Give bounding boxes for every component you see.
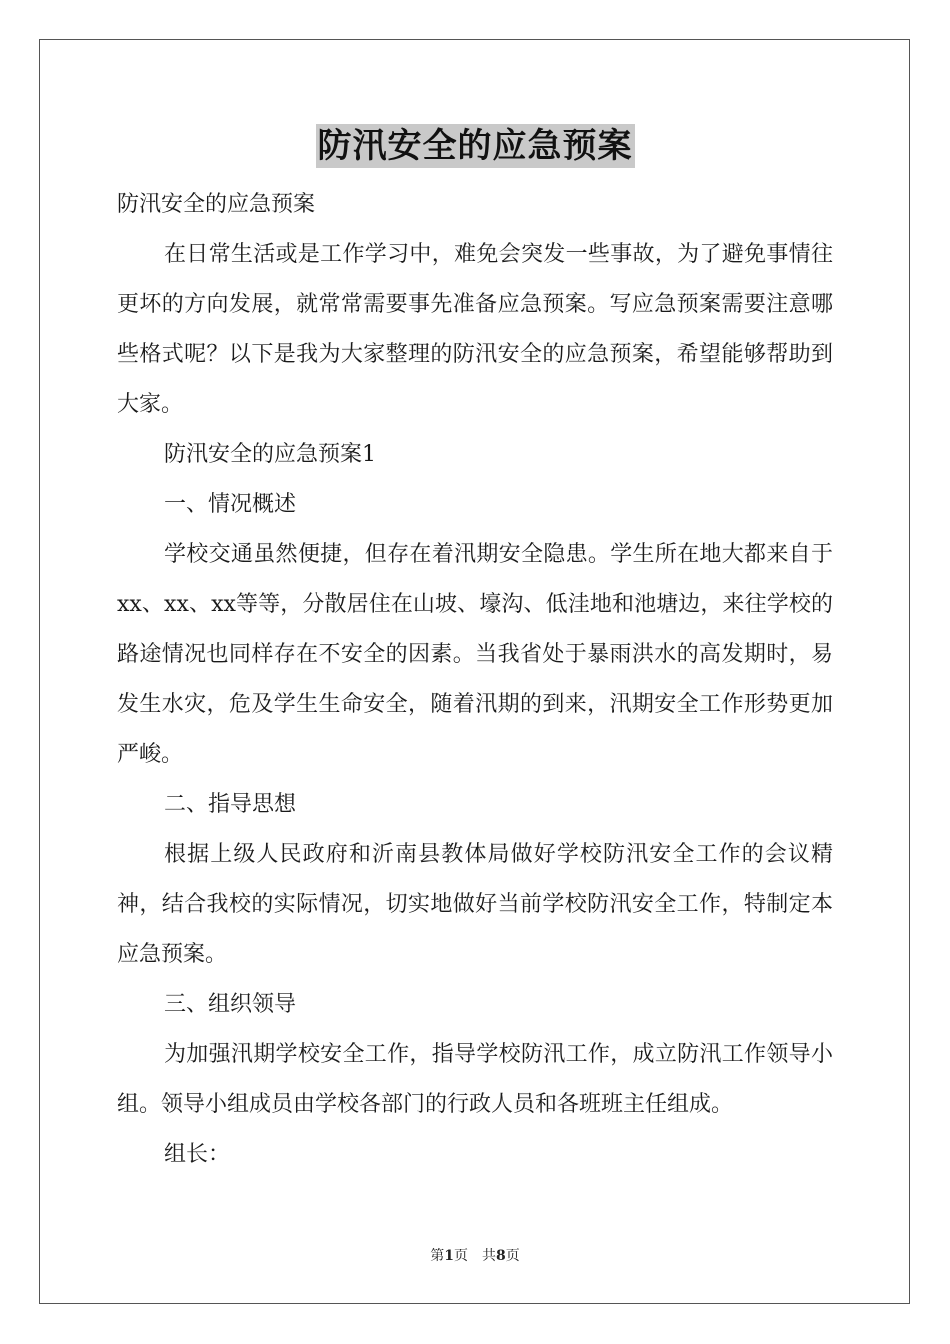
section-heading-plan-1: 防汛安全的应急预案1 xyxy=(164,442,376,467)
page-footer xyxy=(0,1246,950,1266)
document-body xyxy=(117,180,833,1180)
paragraph-group-leader: 组长： xyxy=(164,1142,231,1167)
footer-page-suffix: 页 xyxy=(454,1248,468,1264)
footer-total-pages: 8 xyxy=(496,1248,506,1264)
heading-overview: 一、情况概述 xyxy=(164,492,297,517)
title-container xyxy=(0,124,950,168)
paragraph-organization: 为加强汛期学校安全工作，指导学校防汛工作，成立防汛工作领导小组。领导小组成员由学校各部门的行政人员和各班班主任组成。 xyxy=(117,1042,833,1117)
footer-page-number: 1 xyxy=(444,1248,454,1264)
heading-organization: 三、组织领导 xyxy=(164,992,297,1017)
footer-page-prefix: 第 xyxy=(430,1248,445,1264)
paragraph-intro: 在日常生活或是工作学习中，难免会突发一些事故，为了避免事情往更坏的方向发展，就常常需要事先准备应急预案。写应急预案需要注意哪些格式呢？以下是我为大家整理的防汛安全的应急预案，希望能够帮助到大家。 xyxy=(117,242,833,417)
paragraph-guiding-ideology: 根据上级人民政府和沂南县教体局做好学校防汛安全工作的会议精神，结合我校的实际情况，切实地做好当前学校防汛安全工作，特制定本应急预案。 xyxy=(117,842,833,967)
footer-total-prefix: 共 xyxy=(482,1248,496,1264)
paragraph-overview: 学校交通虽然便捷，但存在着汛期安全隐患。学生所在地大都来自于xx、xx、xx等等，分散居住在山坡、壕沟、低洼地和池塘边，来往学校的路途情况也同样存在不安全的因素。当我省处于暴雨洪水的高发期时，易发生水灾，危及学生生命安全，随着汛期的到来，汛期安全工作形势更加严峻。 xyxy=(117,542,833,767)
footer-total-suffix: 页 xyxy=(505,1248,520,1264)
paragraph-subtitle: 防汛安全的应急预案 xyxy=(117,192,316,217)
document-title: 防汛安全的应急预案 xyxy=(317,126,633,166)
heading-guiding-ideology: 二、指导思想 xyxy=(164,792,297,817)
